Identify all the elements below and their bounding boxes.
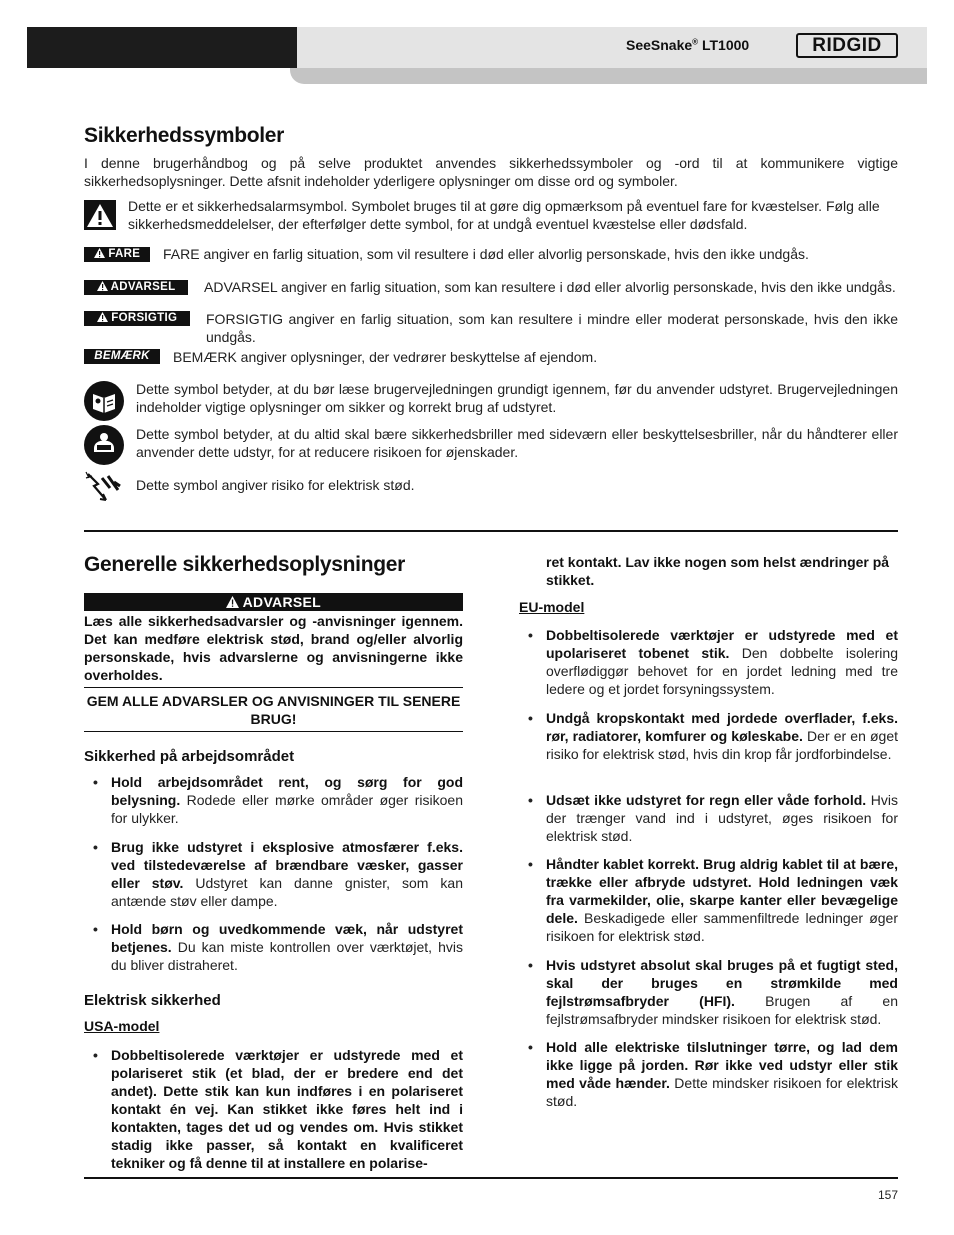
list-item: • Udsæt ikke udstyret for regn eller våde forhold. Hvis der trænger vand ind i udstyret, øges risikoen for elektrisk stød. <box>546 791 898 845</box>
forsigtig-tag: FORSIGTIG <box>84 311 190 326</box>
page-number: 157 <box>878 1188 899 1202</box>
safety-glasses-icon <box>83 424 125 466</box>
electric-shock-icon <box>84 470 122 504</box>
save-notice: GEM ALLE ADVARSLER OG ANVISNINGER TIL SENERE BRUG! <box>86 693 461 727</box>
bemaerk-tag: BEMÆRK <box>84 349 160 364</box>
list-item: • Hold arbejdsområdet rent, og sørg for god belysning. Rodede eller mørke områder øger risikoen for ulykker. <box>111 773 463 827</box>
advarsel-text: ADVARSEL angiver en farlig situation, som kan resultere i død eller alvorlig personskade, hvis den ikke undgås. <box>204 279 896 295</box>
warning-icon <box>97 312 108 322</box>
usa-model-label: USA-model <box>84 1018 160 1034</box>
list-item: • Dobbeltisolerede værktøjer er udstyrede med et polariseret stik (et blad, der er bredere end det andet). Dette stik kan kun indføres i en polariseret kontakt én vej. Kan stikket ikke føres helt ind i kontakten, tages det ud og vendes om. Hvis stikket stadig ikke passer, så kontakt en kvalificeret tekniker og få denne til at installere en polarise- <box>111 1046 463 1172</box>
advarsel-tag: ADVARSEL <box>84 280 188 295</box>
fare-tag: FARE <box>84 247 150 262</box>
list-item: • Undgå kropskontakt med jordede overflader, f.eks. rør, radiatorer, komfurer og køleskabe. Der er en øget risiko for elektrisk stød, hvis din krop får jordforbindelse. <box>546 709 898 763</box>
header-product-name: SeeSnake® LT1000 <box>626 37 750 53</box>
forsigtig-text: FORSIGTIG angiver en farlig situation, som kan resultere i mindre eller moderat personskade, hvis den ikke undgås. <box>206 311 898 345</box>
list-item: • Hold børn og uvedkommende væk, når udstyret betjenes. Du kan miste kontrollen over værktøjet, hvis du bliver distraheret. <box>111 920 463 974</box>
electrical-title: Elektrisk sikkerhed <box>84 992 221 1009</box>
list-item: • Håndter kablet korrekt. Brug aldrig kablet til at bære, trække eller afbryde udstyret. Hold ledningen væk fra varmekilder, olie, skarpe kanter eller bevægelige dele. Beskadigede eller sammenfiltrede ledninger øger risikoen for elektrisk stød. <box>546 855 898 945</box>
list-item: • Brug ikke udstyret i eksplosive atmosfærer f.eks. ved tilstedeværelse af brændbare væsker, gasser eller støv. Udstyret kan danne gnister, som kan antænde støv eller dampe. <box>111 838 463 910</box>
manual-symbol-text: Dette symbol betyder, at du bør læse brugervejledningen grundigt igennem, før du anvender udstyret. Brugervejledningen indeholder vigtige oplysninger om sikker og korrekt brug af udstyret. <box>136 381 898 415</box>
save-notice-top-rule <box>84 687 463 688</box>
save-notice-bottom-rule <box>84 731 463 732</box>
alert-symbol-text: Dette er et sikkerhedsalarmsymbol. Symbolet bruges til at gøre dig opmærksom på eventuel fare for kvæstelser. Følg alle sikkerhedsmeddelelser, der efterfølger dette symbol, for at undgå eventuel kvæstelse eller dødsfald. <box>128 198 880 232</box>
warning-icon <box>226 596 239 608</box>
symbols-section-title: Sikkerhedssymboler <box>84 124 285 147</box>
shock-symbol-text: Dette symbol angiver risiko for elektrisk stød. <box>136 477 415 493</box>
fare-text: FARE angiver en farlig situation, som vil resultere i død eller alvorlig personskade, hvis den ikke undgås. <box>163 246 809 262</box>
work-area-title: Sikkerhed på arbejdsområdet <box>84 748 295 765</box>
eu-model-label: EU-model <box>519 599 585 615</box>
list-item: • Hvis udstyret absolut skal bruges på et fugtigt sted, skal der bruges en strømkilde med fejlstrømsafbryder (HFI). Brugen af en fejlstrømsafbryder mindsker risikoen for elektrisk stød. <box>546 956 898 1028</box>
list-item: • Dobbeltisolerede værktøjer er udstyrede med et upolariseret tobenet stik. Den dobbelte isolering overflødiggør behovet for en jordet ledning med tre ledere og et jordet forsyningssystem. <box>546 626 898 698</box>
footer-rule <box>84 1177 898 1179</box>
section-divider <box>84 530 898 532</box>
advarsel-banner: ADVARSEL <box>84 593 463 611</box>
bemaerk-text: BEMÆRK angiver oplysninger, der vedrører beskyttelse af ejendom. <box>173 349 598 365</box>
read-manual-icon <box>83 380 125 422</box>
list-item: • Hold alle elektriske tilslutninger tørre, og lad dem ikke ligge på jorden. Rør ikke ved udstyr eller stik med våde hænder. Dette mindsker risikoen for elektrisk stød. <box>546 1038 898 1110</box>
symbols-intro: I denne brugerhåndbog og på selve produktet anvendes sikkerhedssymboler og -ord til at kommunikere vigtige sikkerhedsoplysninger. Dette afsnit indeholder yderligere oplysninger om disse ord og symboler. <box>84 155 898 189</box>
ridgid-logo: RIDGID <box>796 33 898 59</box>
usa-item-continued: ret kontakt. Lav ikke nogen som helst ændringer på stikket. <box>546 554 890 588</box>
warning-icon <box>97 281 108 291</box>
general-warning-text: Læs alle sikkerhedsadvarsler og -anvisninger igennem. Det kan medføre elektrisk stød, brand og/eller alvorlig personskade, hvis advarslerne og anvisningerne ikke overholdes. <box>84 613 463 683</box>
safety-alert-icon <box>84 200 116 230</box>
header-black-bar <box>27 27 297 68</box>
glasses-symbol-text: Dette symbol betyder, at du altid skal bære sikkerhedsbriller med sideværn eller beskyttelsesbriller, når du håndterer eller anvender dette udstyr, for at reducere risikoen for øjenskader. <box>136 426 898 460</box>
general-section-title: Generelle sikkerhedsoplysninger <box>84 553 406 576</box>
warning-icon <box>94 248 105 258</box>
